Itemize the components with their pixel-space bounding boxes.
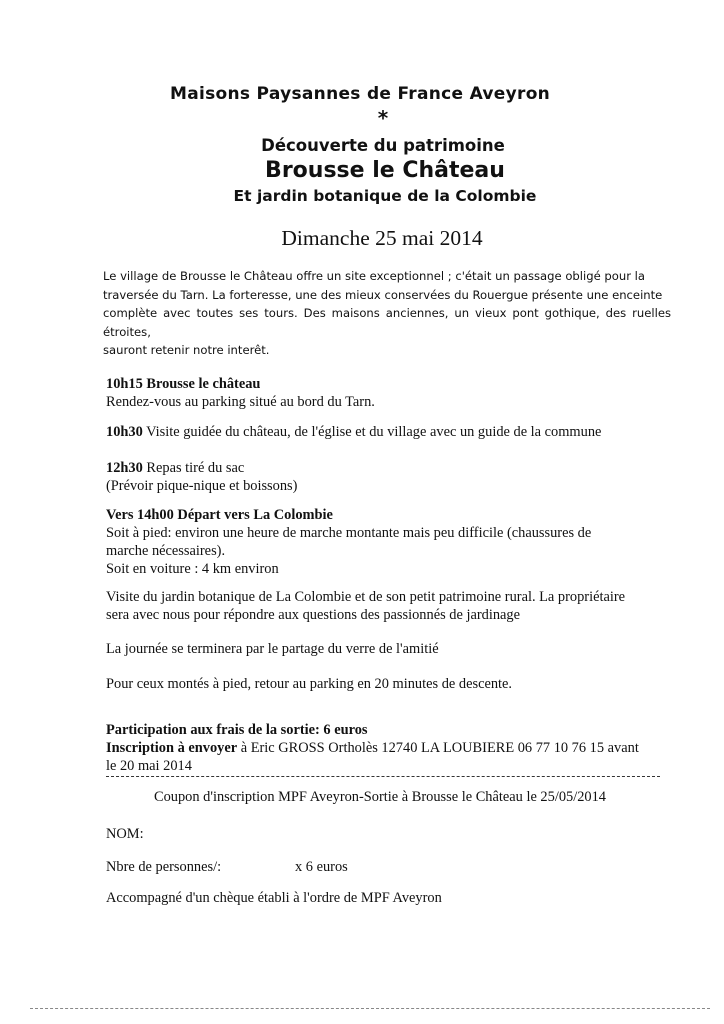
program-item-garden xyxy=(106,588,686,624)
intro-line: sauront retenir notre interêt. xyxy=(103,343,270,357)
program-item-visit xyxy=(106,423,686,441)
cheque-text: Accompagné d'un chèque établi à l'ordre de MPF Aveyron xyxy=(106,890,442,906)
arrival-text: Rendez-vous au parking situé au bord du Tarn. xyxy=(106,394,375,410)
garden-heading: Et jardin botanique de la Colombie xyxy=(233,187,537,205)
signup-text: à Eric GROSS Ortholès 12740 LA LOUBIERE 06 77 10 76 15 avant xyxy=(237,740,639,756)
program-item-departure xyxy=(106,506,686,578)
organization-title: Maisons Paysannes de France Aveyron xyxy=(170,84,551,104)
bottom-scan-line xyxy=(30,1008,710,1009)
name-label: NOM: xyxy=(106,826,144,842)
departure-line: Soit à pied: environ une heure de marche montante mais peu difficile (chaussures de xyxy=(106,525,592,541)
asterisk-separator: * xyxy=(377,106,389,130)
cut-line xyxy=(106,776,660,777)
lunch-note: (Prévoir pique-nique et boissons) xyxy=(106,478,298,494)
departure-line: marche nécessaires). xyxy=(106,543,226,559)
lunch-text: Repas tiré du sac xyxy=(142,460,245,476)
program-item-arrival xyxy=(106,375,686,411)
registration-block xyxy=(106,721,686,775)
intro-line: Le village de Brousse le Château offre un site exceptionnel ; c'était un passage obligé pour la xyxy=(103,269,645,283)
intro-paragraph xyxy=(103,267,671,360)
signup-label: Inscription à envoyer xyxy=(106,740,238,756)
program-item-closing: La journée se terminera par le partage du verre de l'amitié xyxy=(106,641,439,657)
intro-line: complète avec toutes ses tours. Des maisons anciennes, un vieux pont gothique, des ruelles étroites, xyxy=(103,306,671,339)
place-heading: Brousse le Château xyxy=(265,158,505,183)
garden-line: Visite du jardin botanique de La Colombie et de son petit patrimoine rural. La propriétaire xyxy=(106,589,626,605)
departure-title: Vers 14h00 Départ vers La Colombie xyxy=(106,507,333,523)
lunch-time: 12h30 xyxy=(106,460,143,476)
visit-time: 10h30 xyxy=(106,424,143,440)
people-row xyxy=(106,858,686,876)
price-text: x 6 euros xyxy=(295,859,348,875)
event-date: Dimanche 25 mai 2014 xyxy=(281,226,483,250)
intro-line: traversée du Tarn. La forteresse, une des mieux conservées du Rouergue présente une enceinte xyxy=(103,287,663,302)
coupon-title: Coupon d'inscription MPF Aveyron-Sortie à Brousse le Château le 25/05/2014 xyxy=(154,789,606,805)
fee-text: Participation aux frais de la sortie: 6 euros xyxy=(106,722,368,738)
arrival-title: 10h15 Brousse le château xyxy=(106,376,261,392)
departure-line: Soit en voiture : 4 km environ xyxy=(106,561,279,577)
visit-text: Visite guidée du château, de l'église et du village avec un guide de la commune xyxy=(142,424,602,440)
people-label: Nbre de personnes/: xyxy=(106,859,222,875)
program-item-lunch xyxy=(106,459,686,495)
program-item-return: Pour ceux montés à pied, retour au parking en 20 minutes de descente. xyxy=(106,676,513,692)
signup-deadline: le 20 mai 2014 xyxy=(106,758,192,774)
discovery-heading: Découverte du patrimoine xyxy=(261,136,505,155)
garden-line: sera avec nous pour répondre aux questions des passionnés de jardinage xyxy=(106,607,521,623)
